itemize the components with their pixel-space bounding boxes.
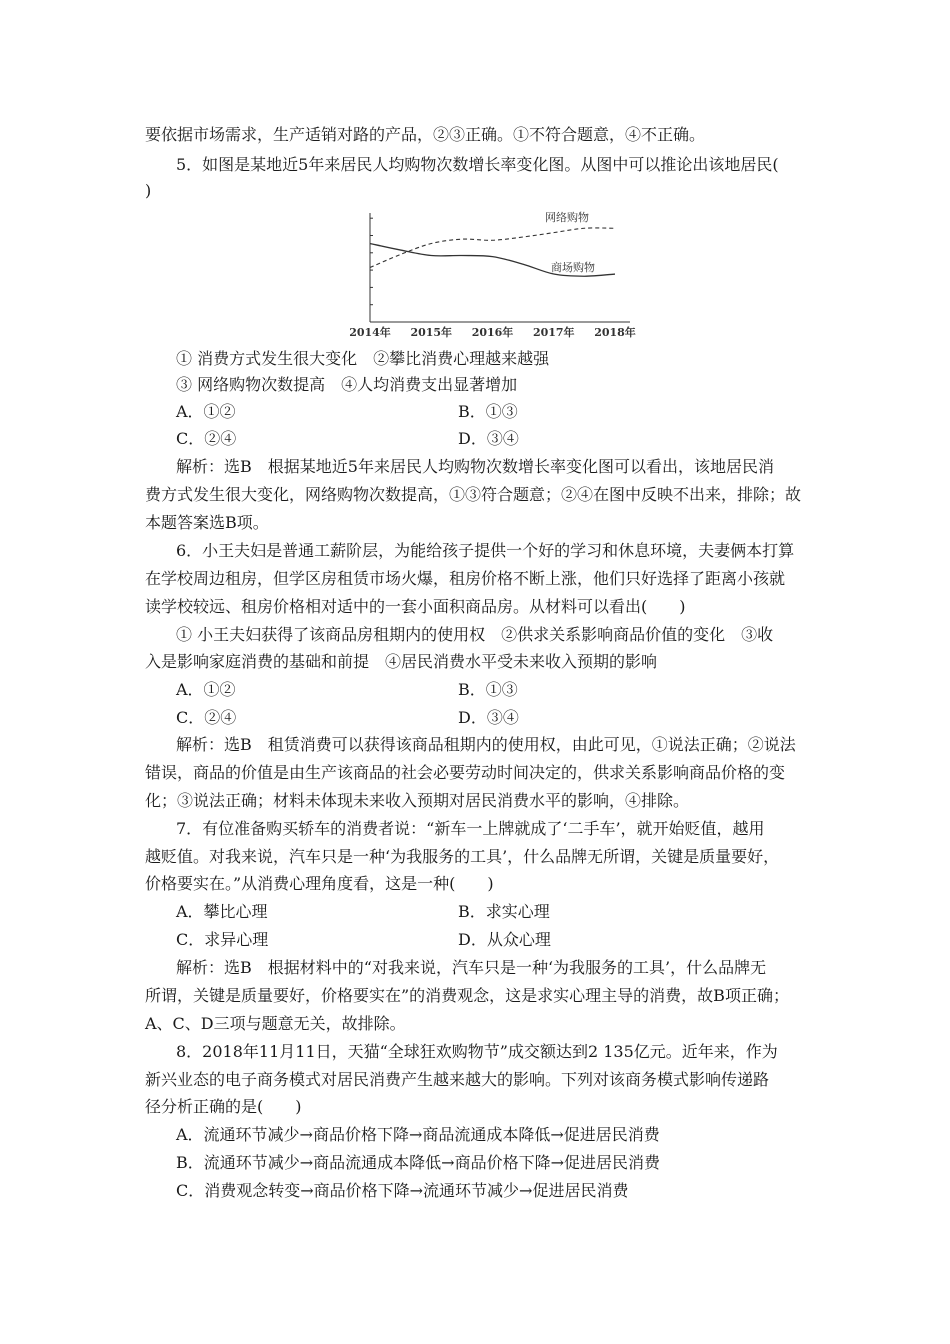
q6-explanation-2: 错误，商品的价值是由生产该商品的社会必要劳动时间决定的，供求关系影响商品价格的变 [145,763,786,782]
q6-explanation-1: 解析：选B 租赁消费可以获得该商品租期内的使用权，由此可见，①说法正确；②说法 [176,735,796,754]
q5-explanation-2: 费方式发生很大变化，网络购物次数提高，①③符合题意；②④在图中反映不出来，排除；故 [145,485,802,504]
question-6-stem-2: 在学校周边租房，但学区房租赁市场火爆，租房价格不断上涨，他们只好选择了距离小孩就 [145,569,786,588]
series-label-online-shopping: 网络购物 [545,211,589,224]
x-tick-label: 2015年 [410,326,453,339]
shopping-growth-chart [345,205,645,345]
q6-explanation-3: 化；③说法正确；材料未体现未来收入预期对居民消费水平的影响，④排除。 [145,791,690,810]
x-tick-label: 2016年 [471,326,514,339]
question-7-stem-2: 越贬值。对我来说，汽车只是一种‘为我服务的工具’，什么品牌无所谓，关键是质量要好， [145,847,780,866]
q5-option-b: B．①③ [458,402,518,421]
q6-option-b: B．①③ [458,680,518,699]
q7-option-a: A．攀比心理 [176,902,268,921]
q7-explanation-1: 解析：选B 根据材料中的“对我来说，汽车只是一种‘为我服务的工具’，什么品牌无 [176,958,767,977]
question-5-stem-end: ) [145,181,152,200]
q6-statements-2: 入是影响家庭消费的基础和前提 ④居民消费水平受未来收入预期的影响 [145,652,658,671]
q6-option-c: C．②④ [176,708,237,727]
q7-explanation-3: A、C、D三项与题意无关，故排除。 [145,1014,406,1033]
q7-explanation-2: 所谓，关键是质量要好，价格要实在”的消费观念，这是求实心理主导的消费，故B项正确； [145,986,789,1005]
q5-option-d: D．③④ [458,429,519,448]
q8-option-a: A．流通环节减少→商品价格下降→商品流通成本降低→促进居民消费 [176,1125,660,1144]
q6-option-a: A．①② [176,680,236,699]
question-7-stem-1: 7．有位准备购买轿车的消费者说：“新车一上牌就成了‘二手车’，就开始贬值，越用 [176,819,765,838]
q6-statements-1: ① 小王夫妇获得了该商品房租期内的使用权 ②供求关系影响商品价值的变化 ③收 [176,625,774,644]
q6-option-d: D．③④ [458,708,519,727]
question-8-stem-3: 径分析正确的是( ) [145,1097,302,1116]
x-tick-label: 2017年 [532,326,575,339]
q5-statements-2: ③ 网络购物次数提高 ④人均消费支出显著增加 [176,375,518,394]
question-6-stem-3: 读学校较远、租房价格相对适中的一套小面积商品房。从材料可以看出( ) [145,597,686,616]
series-label-mall-shopping: 商场购物 [551,261,595,274]
q5-explanation-1: 解析：选B 根据某地近5年来居民人均购物次数增长率变化图可以看出，该地居民消 [176,457,774,476]
q5-option-c: C．②④ [176,429,237,448]
q7-option-b: B．求实心理 [458,902,550,921]
question-7-stem-3: 价格要实在。”从消费心理角度看，这是一种( ) [145,874,494,893]
x-tick-labels [349,325,636,339]
question-5-stem: 5．如图是某地近5年来居民人均购物次数增长率变化图。从图中可以推论出该地居民( [176,155,779,174]
q5-explanation-3: 本题答案选B项。 [145,513,269,532]
question-8-stem-1: 8．2018年11月11日，天猫“全球狂欢购物节”成交额达到2 135亿元。近年来，作为 [176,1042,778,1061]
x-tick-label: 2018年 [594,326,636,339]
question-6-stem-1: 6．小王夫妇是普通工薪阶层，为能给孩子提供一个好的学习和休息环境，夫妻俩本打算 [176,541,795,560]
q5-option-a: A．①② [176,402,236,421]
q8-option-c: C．消费观念转变→商品价格下降→流通环节减少→促进居民消费 [176,1181,629,1200]
question-8-stem-2: 新兴业态的电子商务模式对居民消费产生越来越大的影响。下列对该商务模式影响传递路 [145,1070,770,1089]
q7-option-d: D．从众心理 [458,930,551,949]
q8-option-b: B．流通环节减少→商品流通成本降低→商品价格下降→促进居民消费 [176,1153,660,1172]
q7-option-c: C．求异心理 [176,930,269,949]
q5-statements-1: ① 消费方式发生很大变化 ②攀比消费心理越来越强 [176,349,550,368]
text-line: 要依据市场需求，生产适销对路的产品，②③正确。①不符合题意，④不正确。 [145,125,706,144]
x-tick-label: 2014年 [349,326,391,339]
